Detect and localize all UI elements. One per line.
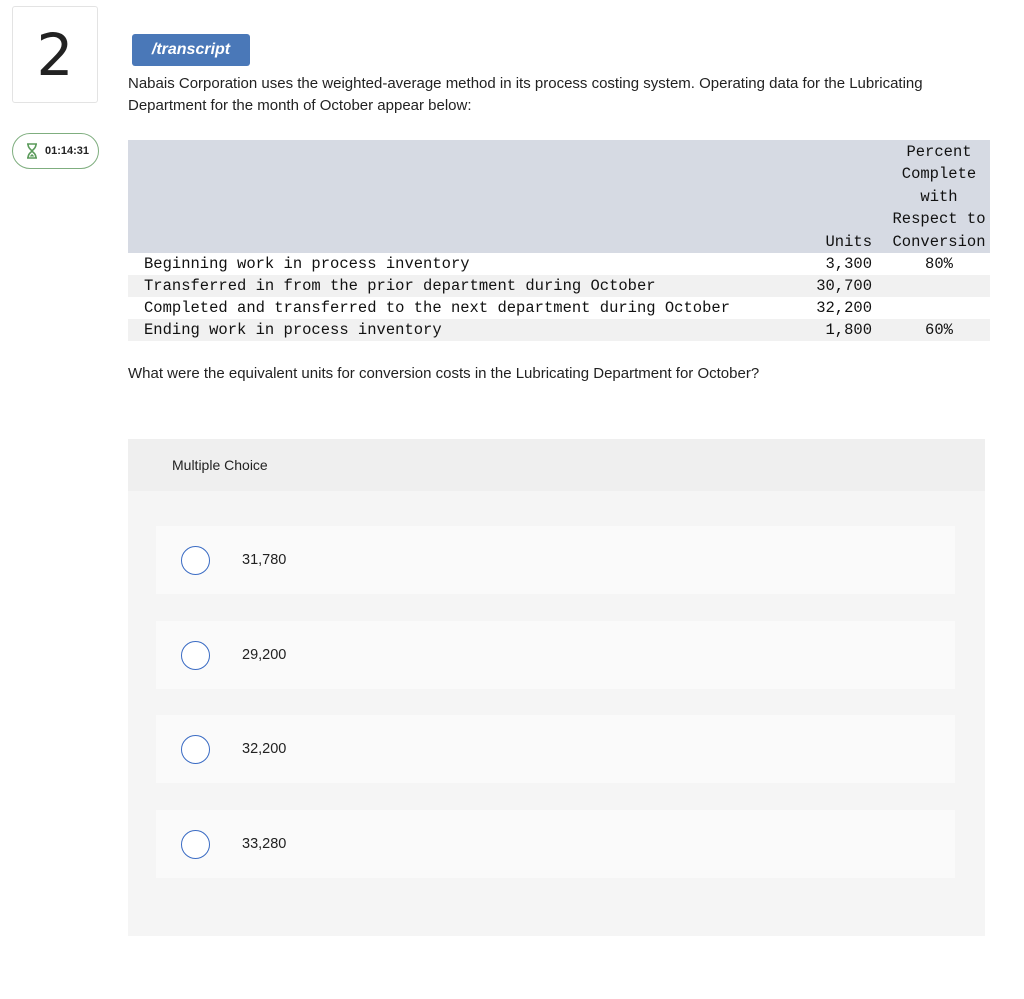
radio-button[interactable] xyxy=(181,735,210,764)
header-percent-line: Percent xyxy=(906,143,972,161)
row-units: 30,700 xyxy=(816,277,872,296)
row-percent xyxy=(888,297,990,319)
question-prompt: Nabais Corporation uses the weighted-average method in its process costing system. Operating data for the Lubricating Department for the month of October appear below: xyxy=(128,75,923,114)
hourglass-icon xyxy=(25,143,39,159)
choice-option-2[interactable] xyxy=(156,621,955,689)
table-row xyxy=(128,253,990,275)
row-units: 1,800 xyxy=(825,321,872,340)
row-units: 32,200 xyxy=(816,299,872,318)
question-number: 2 xyxy=(12,6,98,103)
header-percent-line: Respect to xyxy=(892,210,986,229)
choice-option-4[interactable] xyxy=(156,810,955,878)
row-percent: 80% xyxy=(925,255,953,274)
table-row xyxy=(128,275,990,297)
header-percent-line: Conversion xyxy=(892,232,986,251)
header-percent-line: with xyxy=(920,187,958,206)
table-header-row xyxy=(128,140,990,253)
row-units: 3,300 xyxy=(825,255,872,274)
radio-button[interactable] xyxy=(181,641,210,670)
timer[interactable] xyxy=(12,133,99,169)
choice-option-1[interactable] xyxy=(156,526,955,594)
choice-label: 33,280 xyxy=(242,836,287,852)
header-percent xyxy=(888,140,990,253)
transcript-button[interactable]: /transcript xyxy=(132,34,250,66)
timer-value: 01:14:31 xyxy=(45,145,90,157)
row-label: Transferred in from the prior department during October xyxy=(144,277,656,296)
row-percent xyxy=(888,275,990,297)
question-text: What were the equivalent units for conversion costs in the Lubricating Department for October? xyxy=(128,365,760,382)
choice-option-3[interactable] xyxy=(156,715,955,783)
table-row xyxy=(128,319,990,341)
header-percent-line: Complete xyxy=(901,165,977,184)
operating-data-table xyxy=(128,140,990,341)
choice-label: 31,780 xyxy=(242,552,287,568)
radio-button[interactable] xyxy=(181,546,210,575)
header-units: Units xyxy=(825,232,872,251)
row-label: Completed and transferred to the next department during October xyxy=(144,299,730,318)
row-label: Beginning work in process inventory xyxy=(144,255,470,274)
choice-label: 32,200 xyxy=(242,741,287,757)
header-label-cell xyxy=(128,140,788,253)
multiple-choice-header: Multiple Choice xyxy=(128,439,985,491)
row-label: Ending work in process inventory xyxy=(144,321,442,340)
choice-label: 29,200 xyxy=(242,647,287,663)
radio-button[interactable] xyxy=(181,830,210,859)
table-row xyxy=(128,297,990,319)
multiple-choice-panel xyxy=(128,439,985,936)
row-percent: 60% xyxy=(925,321,953,340)
